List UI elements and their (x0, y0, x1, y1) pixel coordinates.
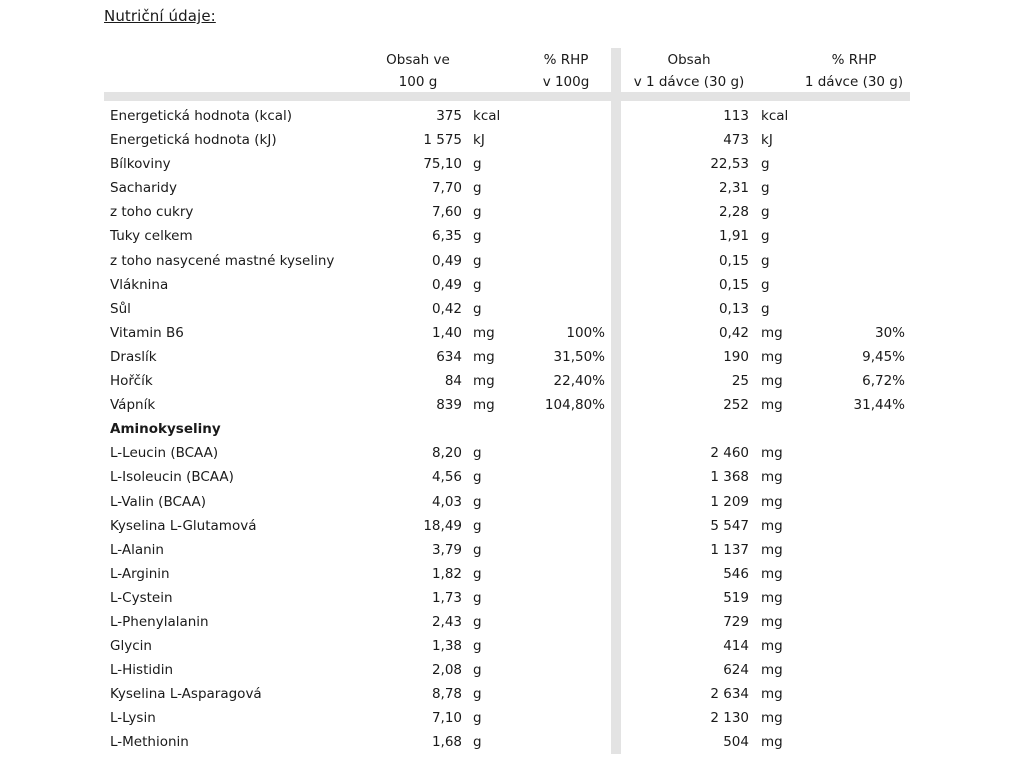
unit-per-100g: g (473, 204, 482, 221)
unit-per-dose: mg (761, 589, 783, 606)
value-per-dose: 1 209 (710, 493, 749, 510)
table-row (0, 682, 1024, 706)
value-per-100g: 8,20 (431, 445, 462, 462)
unit-per-dose: kJ (761, 132, 773, 149)
nutrient-name: L-Methionin (110, 734, 189, 751)
rhp-per-dose: 30% (874, 324, 905, 341)
rhp-per-dose: 31,44% (853, 397, 905, 414)
value-per-dose: 2 130 (710, 710, 749, 727)
unit-per-dose: g (761, 252, 770, 269)
nutrient-name: Aminokyseliny (110, 421, 221, 438)
rhp-per-100g: 22,40% (553, 373, 605, 390)
unit-per-dose: mg (761, 541, 783, 558)
unit-per-dose: kcal (761, 108, 789, 124)
nutrient-name: L-Isoleucin (BCAA) (110, 469, 234, 486)
value-per-dose: 25 (731, 373, 749, 390)
nutrient-name: Vláknina (110, 276, 169, 293)
value-per-dose: 190 (723, 348, 749, 365)
unit-per-100g: g (473, 300, 482, 317)
nutrient-name: L-Leucin (BCAA) (110, 445, 219, 462)
table-row (0, 152, 1024, 176)
value-per-100g: 0,49 (431, 252, 462, 269)
value-per-dose: 252 (723, 397, 749, 414)
table-row (0, 176, 1024, 200)
value-per-dose: 2 634 (710, 686, 749, 703)
table-row (0, 610, 1024, 634)
table-row (0, 465, 1024, 489)
unit-per-100g: g (473, 589, 482, 606)
unit-per-100g: g (473, 565, 482, 582)
unit-per-dose: mg (761, 686, 783, 703)
value-per-100g: 375 (436, 108, 462, 124)
table-row (0, 224, 1024, 248)
nutrient-name: Sůl (110, 300, 131, 317)
table-row (0, 490, 1024, 514)
value-per-dose: 0,15 (718, 252, 749, 269)
value-per-100g: 4,56 (431, 469, 462, 486)
header-line: % RHP (831, 52, 877, 68)
value-per-dose: 473 (723, 132, 749, 149)
nutrient-name: L-Lysin (110, 710, 156, 727)
nutrient-name: Energetická hodnota (kJ) (110, 132, 277, 149)
unit-per-dose: mg (761, 397, 783, 414)
nutrient-name: Kyselina L-Glutamová (110, 517, 257, 534)
value-per-dose: 0,42 (718, 324, 749, 341)
unit-per-100g: g (473, 180, 482, 197)
unit-per-dose: mg (761, 662, 783, 679)
unit-per-100g: mg (473, 397, 495, 414)
table-row (0, 658, 1024, 682)
value-per-100g: 4,03 (431, 493, 462, 510)
nutrition-table (0, 104, 1024, 755)
value-per-100g: 7,10 (431, 710, 462, 727)
nutrient-name: Vitamin B6 (110, 324, 184, 341)
nutrient-name: L-Cystein (110, 589, 173, 606)
rhp-per-100g: 100% (566, 324, 605, 341)
table-row (0, 128, 1024, 152)
unit-per-100g: g (473, 493, 482, 510)
nutrient-name: Hořčík (110, 373, 153, 390)
table-row (0, 730, 1024, 754)
value-per-100g: 7,70 (431, 180, 462, 197)
nutrient-name: Glycin (110, 638, 152, 655)
value-per-100g: 1,82 (431, 565, 462, 582)
header-divider (104, 92, 910, 101)
unit-per-100g: mg (473, 348, 495, 365)
unit-per-dose: g (761, 276, 770, 293)
rhp-per-100g: 104,80% (544, 397, 605, 414)
unit-per-dose: mg (761, 734, 783, 751)
rhp-per-100g: 31,50% (553, 348, 605, 365)
table-row (0, 634, 1024, 658)
value-per-100g: 1,68 (431, 734, 462, 751)
unit-per-100g: g (473, 252, 482, 269)
unit-per-100g: g (473, 541, 482, 558)
unit-per-dose: mg (761, 565, 783, 582)
value-per-100g: 75,10 (423, 156, 462, 173)
unit-per-100g: g (473, 469, 482, 486)
table-row (0, 586, 1024, 610)
nutrient-name: Sacharidy (110, 180, 177, 197)
value-per-dose: 1,91 (718, 228, 749, 245)
nutrient-name: Energetická hodnota (kcal) (110, 108, 293, 124)
header-line: 1 dávce (30 g) (804, 74, 904, 90)
unit-per-dose: mg (761, 469, 783, 486)
header-rhp-per-dose (792, 49, 916, 93)
unit-per-100g: g (473, 445, 482, 462)
value-per-100g: 1,38 (431, 638, 462, 655)
table-row (0, 706, 1024, 730)
value-per-dose: 414 (723, 638, 749, 655)
unit-per-100g: g (473, 734, 482, 751)
table-row (0, 514, 1024, 538)
table-row (0, 562, 1024, 586)
unit-per-100g: g (473, 276, 482, 293)
unit-per-dose: g (761, 228, 770, 245)
unit-per-100g: g (473, 638, 482, 655)
value-per-100g: 3,79 (431, 541, 462, 558)
unit-per-100g: g (473, 228, 482, 245)
value-per-100g: 1,40 (431, 324, 462, 341)
table-row (0, 297, 1024, 321)
nutrient-name: Vápník (110, 397, 156, 414)
nutrient-name: Tuky celkem (110, 228, 193, 245)
value-per-100g: 0,42 (431, 300, 462, 317)
value-per-100g: 0,49 (431, 276, 462, 293)
nutrient-name: L-Arginin (110, 565, 170, 582)
header-line: v 100g (542, 74, 590, 90)
value-per-100g: 7,60 (431, 204, 462, 221)
value-per-100g: 18,49 (423, 517, 462, 534)
unit-per-dose: g (761, 180, 770, 197)
unit-per-dose: mg (761, 348, 783, 365)
value-per-100g: 6,35 (431, 228, 462, 245)
value-per-dose: 546 (723, 565, 749, 582)
unit-per-dose: mg (761, 613, 783, 630)
table-row (0, 441, 1024, 465)
value-per-dose: 5 547 (710, 517, 749, 534)
unit-per-100g: g (473, 662, 482, 679)
value-per-100g: 84 (444, 373, 462, 390)
unit-per-100g: kcal (473, 108, 501, 124)
unit-per-100g: g (473, 517, 482, 534)
table-row (0, 393, 1024, 417)
table-row (0, 538, 1024, 562)
header-line: v 1 dávce (30 g) (633, 74, 745, 90)
table-row (0, 321, 1024, 345)
value-per-100g: 2,43 (431, 613, 462, 630)
nutrient-name: z toho cukry (110, 204, 194, 221)
unit-per-dose: mg (761, 710, 783, 727)
value-per-100g: 1 575 (423, 132, 462, 149)
unit-per-dose: mg (761, 373, 783, 390)
value-per-dose: 504 (723, 734, 749, 751)
header-rhp-per-100g (516, 49, 616, 93)
rhp-per-dose: 9,45% (862, 348, 905, 365)
unit-per-100g: g (473, 686, 482, 703)
value-per-dose: 1 368 (710, 469, 749, 486)
value-per-dose: 2,28 (718, 204, 749, 221)
unit-per-100g: g (473, 613, 482, 630)
value-per-dose: 624 (723, 662, 749, 679)
unit-per-dose: mg (761, 493, 783, 510)
value-per-dose: 113 (723, 108, 749, 124)
header-content-per-100g (360, 49, 476, 93)
unit-per-dose: mg (761, 638, 783, 655)
table-row (0, 369, 1024, 393)
table-row (0, 104, 1024, 128)
value-per-dose: 1 137 (710, 541, 749, 558)
unit-per-dose: mg (761, 517, 783, 534)
header-line: Obsah ve (386, 52, 450, 68)
unit-per-dose: g (761, 300, 770, 317)
table-row (0, 345, 1024, 369)
value-per-100g: 2,08 (431, 662, 462, 679)
header-content-per-dose (620, 49, 758, 93)
unit-per-100g: g (473, 710, 482, 727)
value-per-100g: 839 (436, 397, 462, 414)
nutrient-name: z toho nasycené mastné kyseliny (110, 252, 335, 269)
unit-per-dose: g (761, 156, 770, 173)
unit-per-100g: g (473, 156, 482, 173)
nutrient-name: L-Valin (BCAA) (110, 493, 207, 510)
value-per-dose: 0,15 (718, 276, 749, 293)
value-per-dose: 2 460 (710, 445, 749, 462)
value-per-dose: 2,31 (718, 180, 749, 197)
header-line: 100 g (398, 74, 438, 90)
value-per-100g: 8,78 (431, 686, 462, 703)
unit-per-100g: mg (473, 373, 495, 390)
nutrient-name: Kyselina L-Asparagová (110, 686, 262, 703)
nutrient-name: Bílkoviny (110, 156, 171, 173)
value-per-100g: 634 (436, 348, 462, 365)
header-line: % RHP (543, 52, 589, 68)
nutrient-name: L-Phenylalanin (110, 613, 209, 630)
table-row (0, 273, 1024, 297)
nutrient-name: L-Histidin (110, 662, 174, 679)
page-title: Nutriční údaje: (104, 7, 216, 25)
value-per-dose: 22,53 (710, 156, 749, 173)
value-per-dose: 519 (723, 589, 749, 606)
unit-per-100g: mg (473, 324, 495, 341)
header-line: Obsah (667, 52, 711, 68)
unit-per-dose: g (761, 204, 770, 221)
table-row (0, 249, 1024, 273)
rhp-per-dose: 6,72% (862, 373, 905, 390)
nutrient-name: Draslík (110, 348, 157, 365)
unit-per-dose: mg (761, 324, 783, 341)
unit-per-100g: kJ (473, 132, 485, 149)
value-per-dose: 0,13 (718, 300, 749, 317)
table-row (0, 200, 1024, 224)
value-per-dose: 729 (723, 613, 749, 630)
unit-per-dose: mg (761, 445, 783, 462)
nutrient-name: L-Alanin (110, 541, 164, 558)
value-per-100g: 1,73 (431, 589, 462, 606)
section-heading-row (0, 417, 1024, 441)
